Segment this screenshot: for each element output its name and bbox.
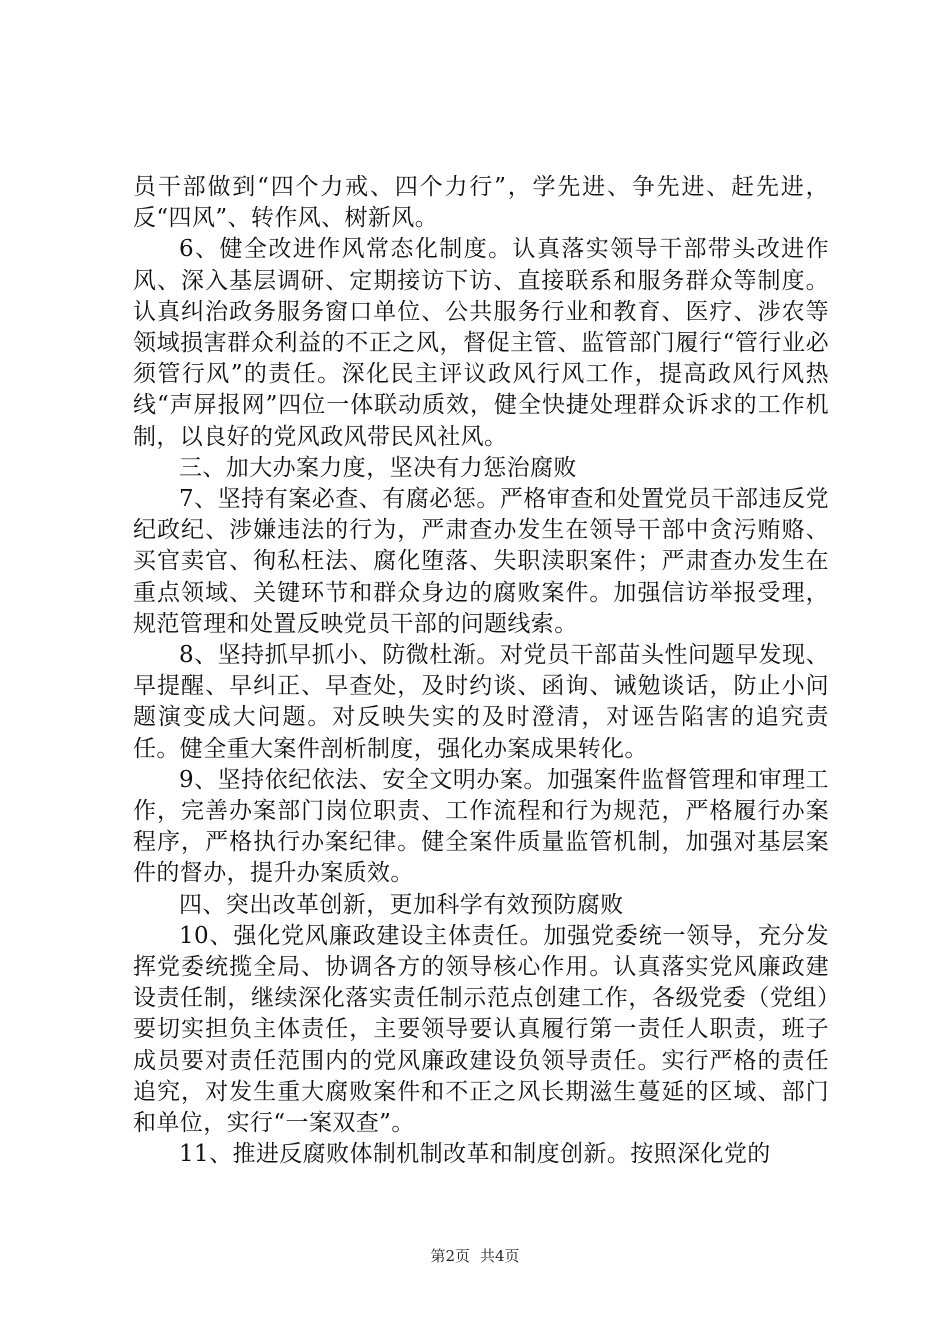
page-total: 共4页 bbox=[480, 1247, 520, 1265]
section-heading-4: 四、突出改革创新，更加科学有效预防腐败 bbox=[179, 891, 624, 918]
paragraph-6: 9、坚持依纪依法、安全文明办案。加强案件监督管理和审理工作，完善办案部门岗位职责、工作流程和行为规范，严格履行办案程序，严格执行办案纪律。健全案件质量监管机制，加强对基层案件的督办，提升办案质效。 bbox=[133, 766, 829, 887]
section-heading-3: 三、加大办案力度，坚决有力惩治腐败 bbox=[179, 454, 577, 481]
paragraph-2: 6、健全改进作风常态化制度。认真落实领导干部带头改进作风、深入基层调研、定期接访下访、直接联系和服务群众等制度。认真纠治政务服务窗口单位、公共服务行业和教育、医疗、涉农等领域损害群众利益的不正之风，督促主管、监管部门履行“管行业必须管行风”的责任。深化民主评议政风行风工作，提高政风行风热线“声屏报网”四位一体联动质效，健全快捷处理群众诉求的工作机制，以良好的党风政风带民风社风。 bbox=[133, 236, 829, 450]
page-footer bbox=[0, 1246, 950, 1266]
paragraph-5: 8、坚持抓早抓小、防微杜渐。对党员干部苗头性问题早发现、早提醒、早纠正、早查处，及时约谈、函询、诫勉谈话，防止小问题演变成大问题。对反映失实的及时澄清，对诬告陷害的追究责任。健全重大案件剖析制度，强化办案成果转化。 bbox=[133, 642, 829, 762]
paragraph-1: 员干部做到“四个力戒、四个力行”，学先进、争先进、赶先进，反“四风”、转作风、树新风。 bbox=[133, 174, 829, 232]
page-number: 第2页 bbox=[430, 1247, 470, 1265]
paragraph-9: 11、推进反腐败体制机制改革和制度创新。按照深化党的 bbox=[179, 1141, 771, 1168]
document-body bbox=[133, 172, 829, 1171]
paragraph-4: 7、坚持有案必查、有腐必惩。严格审查和处置党员干部违反党纪政纪、涉嫌违法的行为，严肃查办发生在领导干部中贪污贿赂、买官卖官、徇私枉法、腐化堕落、失职渎职案件；严肃查办发生在重点领域、关键环节和群众身边的腐败案件。加强信访举报受理，规范管理和处置反映党员干部的问题线索。 bbox=[133, 486, 829, 637]
paragraph-8: 10、强化党风廉政建设主体责任。加强党委统一领导，充分发挥党委统揽全局、协调各方的领导核心作用。认真落实党风廉政建设责任制，继续深化落实责任制示范点创建工作，各级党委（党组）要切实担负主体责任，主要领导要认真履行第一责任人职责，班子成员要对责任范围内的党风廉政建设负领导责任。实行严格的责任追究，对发生重大腐败案件和不正之风长期滋生蔓延的区域、部门和单位，实行“一案双查”。 bbox=[133, 922, 829, 1137]
